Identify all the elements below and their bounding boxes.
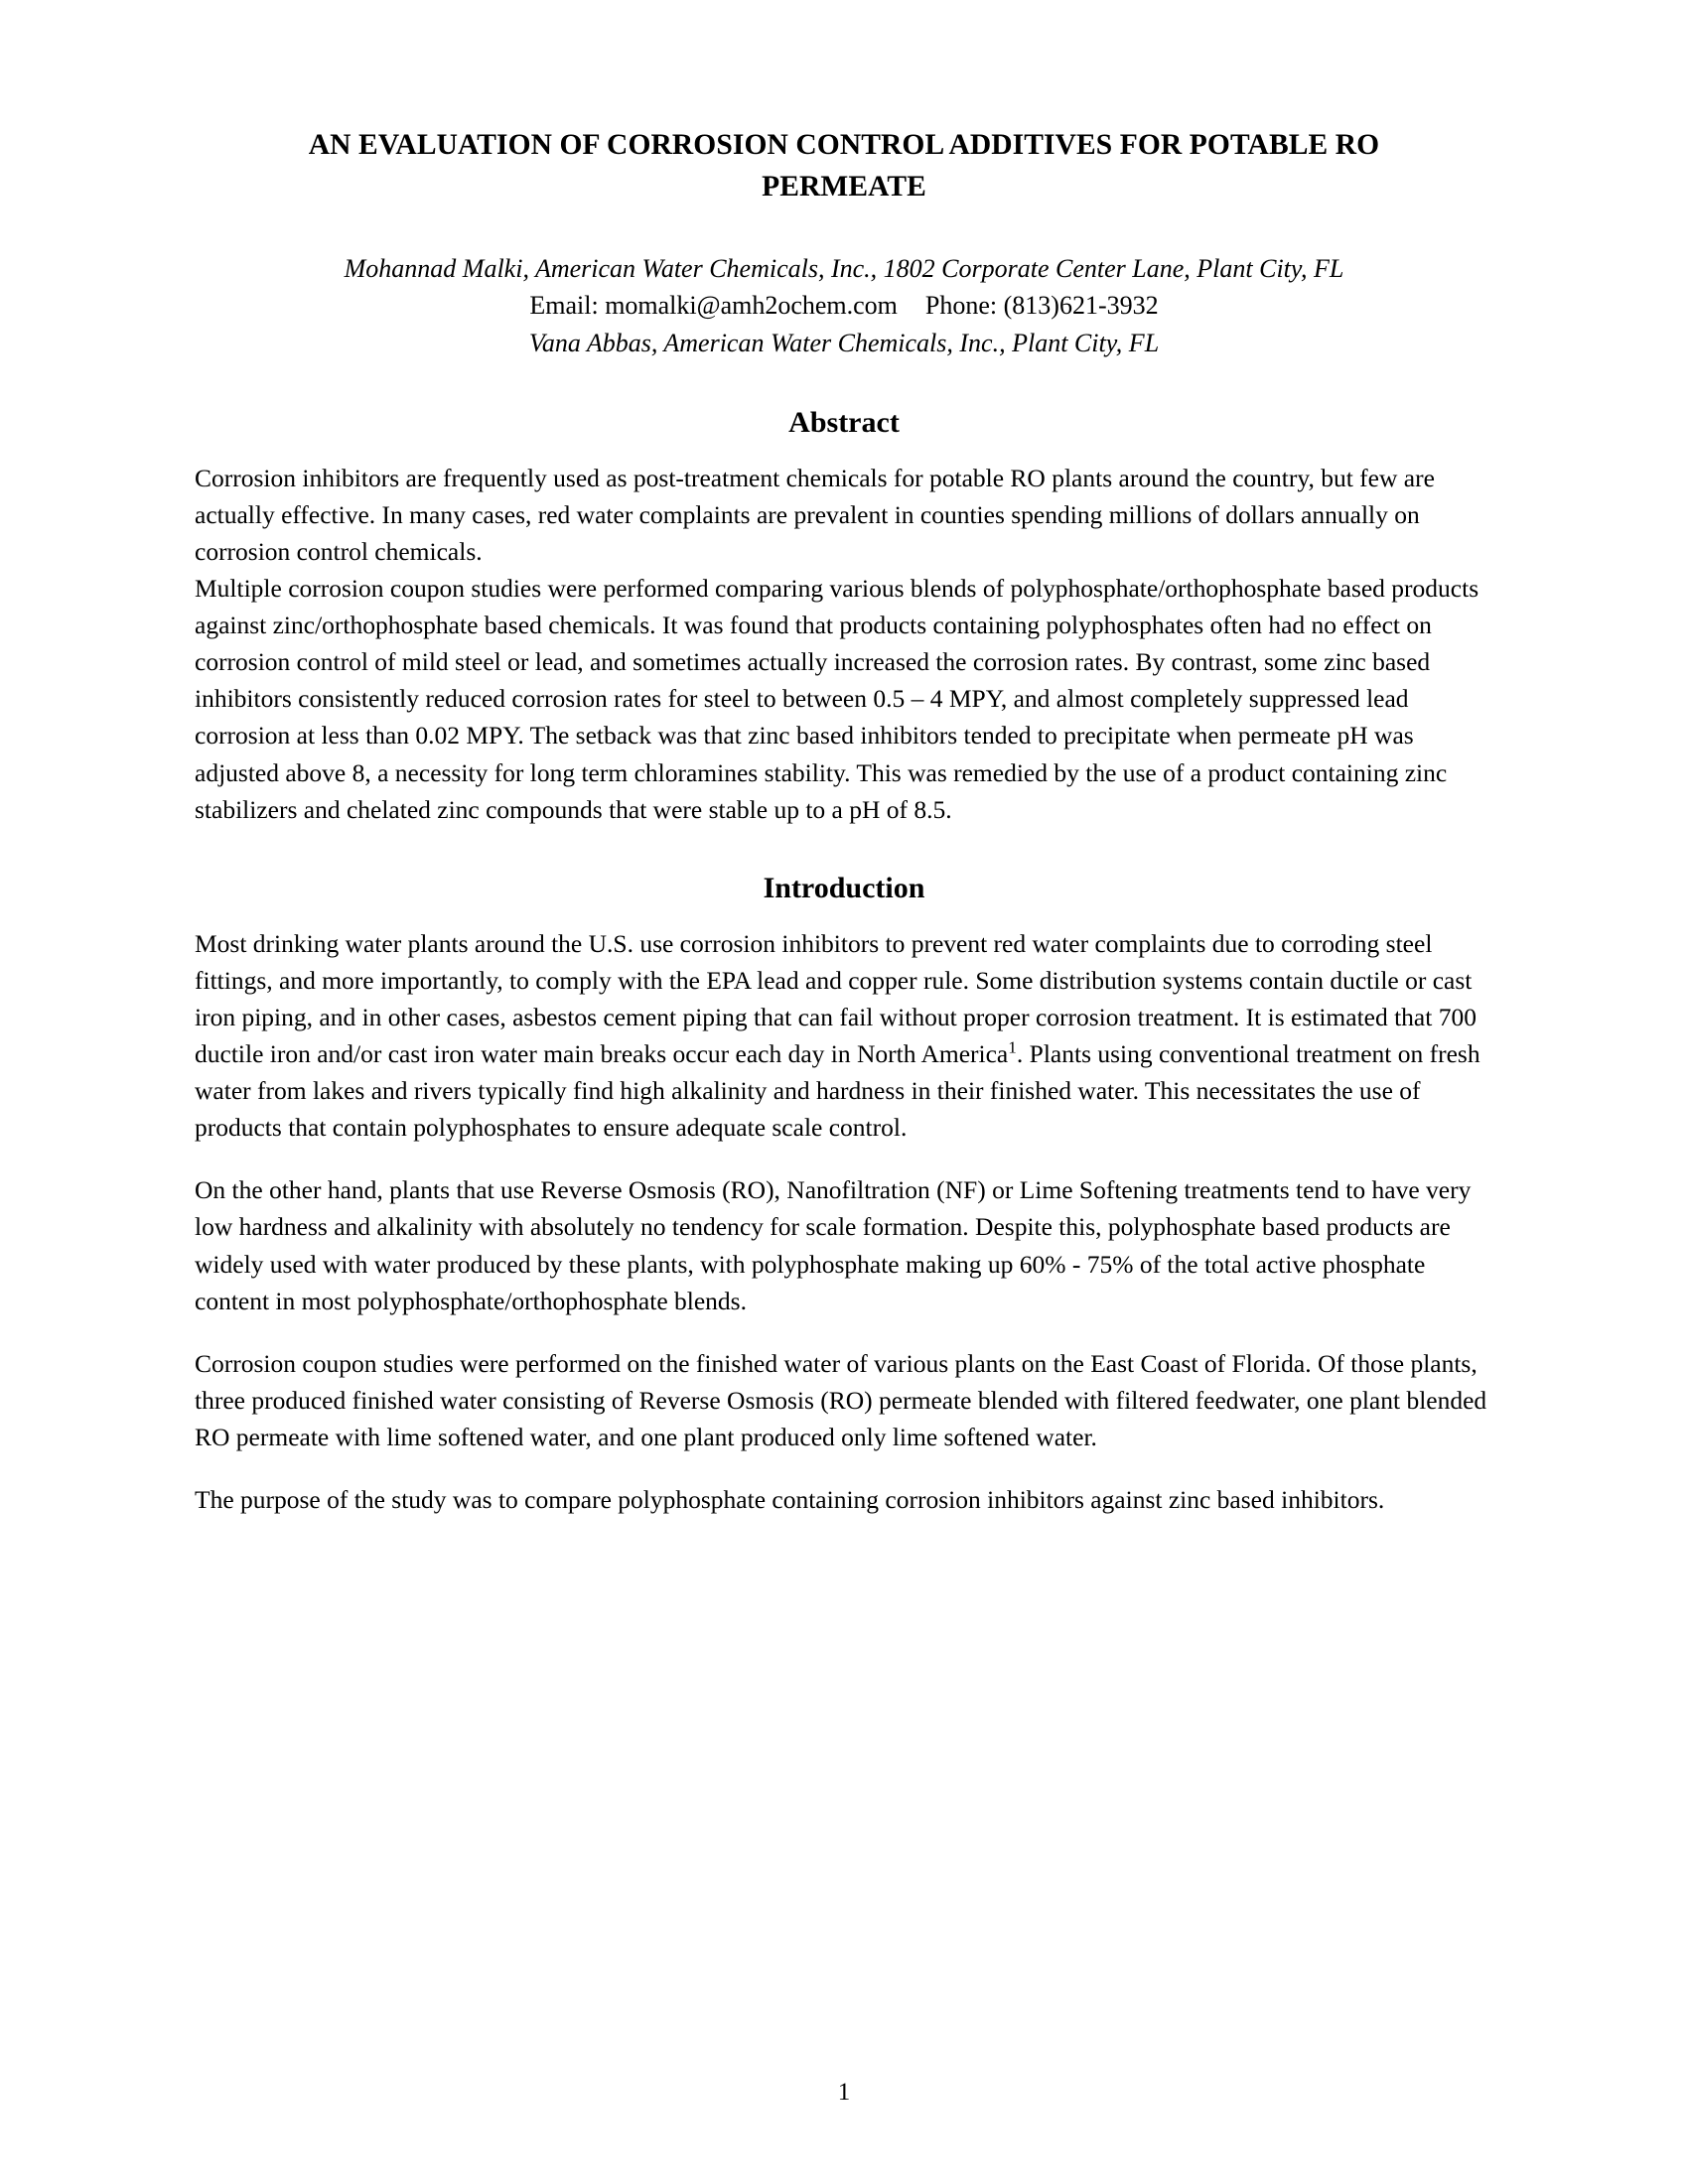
introduction-paragraph-1 <box>195 925 1493 1147</box>
abstract-heading: Abstract <box>788 405 900 439</box>
page-number: 1 <box>837 2079 851 2106</box>
second-author-line: Vana Abbas, American Water Chemicals, Inc., Plant City, FL <box>528 329 1160 358</box>
abstract-paragraph-2: Multiple corrosion coupon studies were performed comparing various blends of polyphosphate/orthophosphate based products against zinc/orthophosphate based chemicals. It was found that products containing polyphosphates often had no effect on corrosion control of mild steel or lead, and sometimes actually increased the corrosion rates. By contrast, some zinc based inhibitors consistently reduced corrosion rates for steel to between 0.5 – 4 MPY, and almost completely suppressed lead corrosion at less than 0.02 MPY. The setback was that zinc based inhibitors tended to precipitate when permeate pH was adjusted above 8, a necessity for long term chloramines stability. This was remedied by the use of a product containing zinc stabilizers and chelated zinc compounds that were stable up to a pH of 8.5. <box>195 574 1479 824</box>
author-contact-line <box>195 287 1493 325</box>
page-title: AN EVALUATION OF CORROSION CONTROL ADDITIVES FOR POTABLE RO PERMEATE <box>308 129 1380 203</box>
abstract-paragraph-1: Corrosion inhibitors are frequently used as post-treatment chemicals for potable RO plants around the country, but few are actually effective. In many cases, red water complaints are prevalent in counties spending millions of dollars annually on corrosion control chemicals. <box>195 463 1435 566</box>
introduction-paragraph-3: Corrosion coupon studies were performed on the finished water of various plants on the East Coast of Florida. Of those plants, three produced finished water consisting of Reverse Osmosis (RO) permeate blended with filtered feedwater, one plant blended RO permeate with lime softened water, and one plant produced only lime softened water. <box>195 1348 1487 1451</box>
author-email: Email: momalki@amh2ochem.com <box>529 291 898 321</box>
intro-p1-part2: . Plants using conventional treatment on fresh water from lakes and rivers typically find high alkalinity and hardness in their finished water. This necessitates the use of products that contain polyphosphates to ensure adequate scale control. <box>195 1039 1480 1143</box>
author-block <box>195 250 1493 362</box>
introduction-paragraph-4: The purpose of the study was to compare polyphosphate containing corrosion inhibitors against zinc based inhibitors. <box>195 1484 1385 1514</box>
introduction-paragraph-2: On the other hand, plants that use Reverse Osmosis (RO), Nanofiltration (NF) or Lime Softening treatments tend to have very low hardness and alkalinity with absolutely no tendency for scale formation. Despite this, polyphosphate based products are widely used with water produced by these plants, with polyphosphate making up 60% - 75% of the total active phosphate content in most polyphosphate/orthophosphate blends. <box>195 1175 1472 1315</box>
intro-p1-part1: Most drinking water plants around the U.S. use corrosion inhibitors to prevent red water complaints due to corroding steel fittings, and more importantly, to comply with the EPA lead and copper rule. Some distribution systems contain ductile or cast iron piping, and in other cases, asbestos cement piping that can fail without proper corrosion treatment. It is estimated that 700 ductile iron and/or cast iron water main breaks occur each day in North America <box>195 928 1477 1069</box>
author-phone: Phone: (813)621-3932 <box>924 291 1159 321</box>
footnote-reference-1: 1 <box>1008 1037 1017 1057</box>
author-affiliation-line: Mohannad Malki, American Water Chemicals, Inc., 1802 Corporate Center Lane, Plant City, FL <box>344 253 1344 283</box>
introduction-heading: Introduction <box>763 871 925 904</box>
